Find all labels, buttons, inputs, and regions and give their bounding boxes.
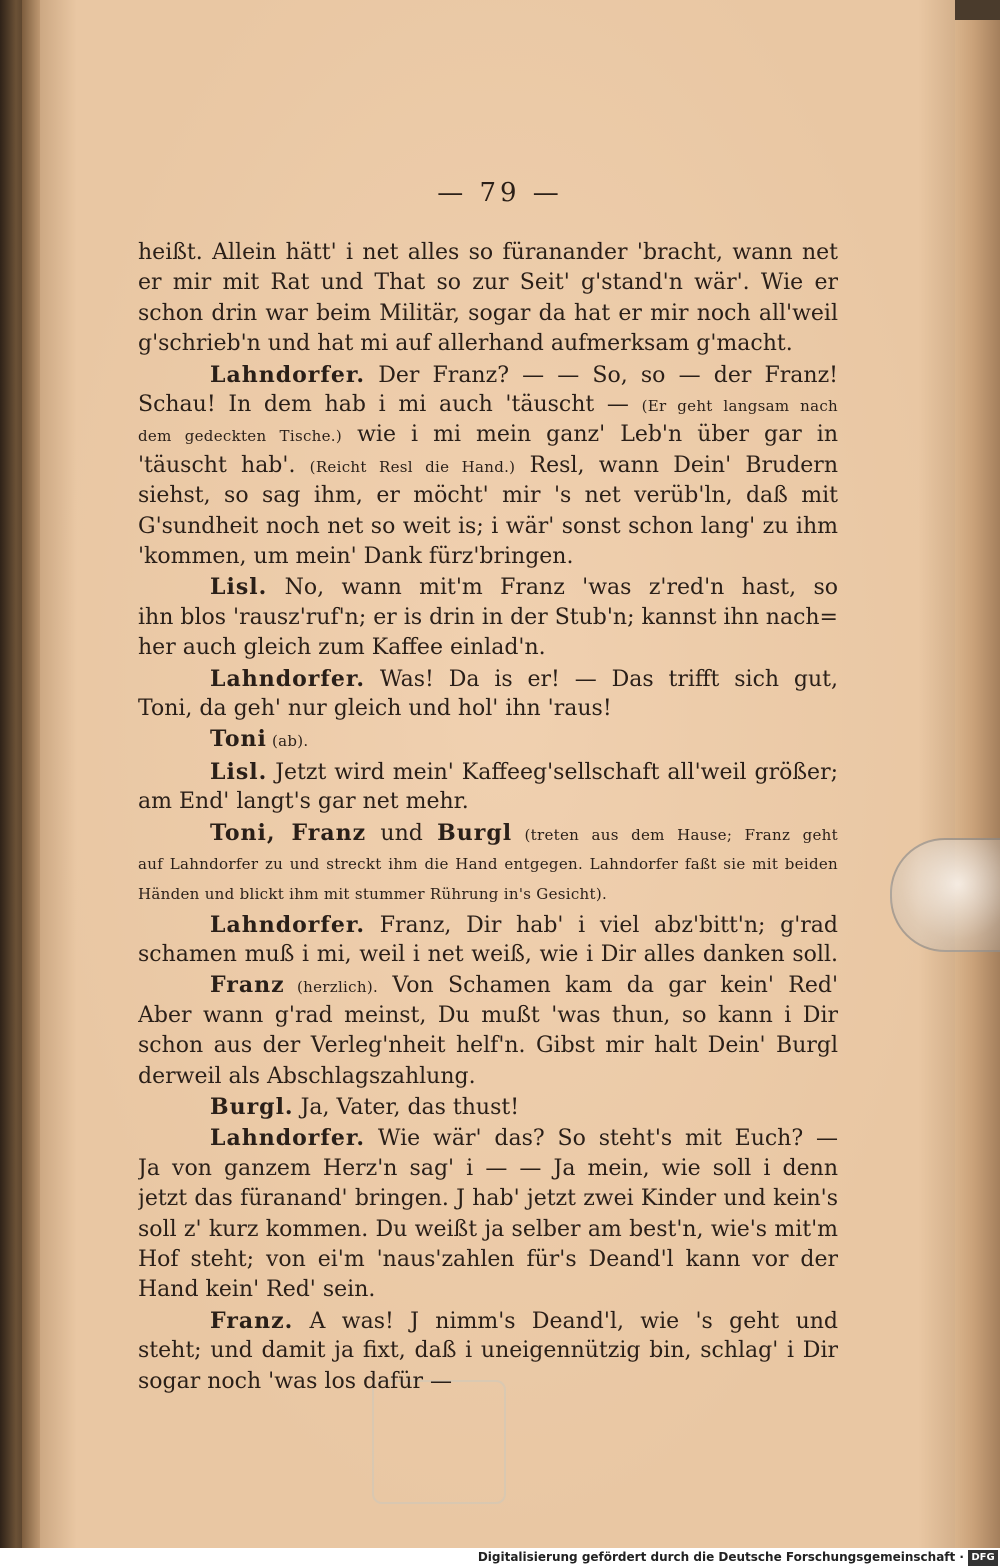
text-run: Hof steht; von ei'm 'naus'zahlen für's Deand'l kann vor der bbox=[138, 1247, 838, 1273]
text-line bbox=[138, 1215, 838, 1245]
text-line bbox=[138, 1062, 838, 1092]
speaker-name: Lahndorfer. bbox=[210, 361, 366, 388]
speaker-name: Lahndorfer. bbox=[210, 665, 366, 692]
text-line bbox=[138, 420, 838, 450]
text-run: Was! Da is er! — Das trifft sich gut, bbox=[365, 666, 838, 692]
stage-direction: Händen und blickt ihm mit stummer Rührung in's Gesicht). bbox=[138, 885, 608, 904]
speaker-name: Lisl. bbox=[210, 574, 268, 601]
text-run: Toni, da geh' nur gleich und hol' ihn 'raus! bbox=[138, 695, 612, 721]
text-run: A was! J nimm's Deand'l, wie 's geht und bbox=[293, 1308, 838, 1334]
text-run: Franz, Dir hab' i viel abz'bitt'n; g'rad bbox=[365, 912, 838, 938]
text-line bbox=[138, 1154, 838, 1184]
text-line bbox=[138, 724, 838, 756]
speaker-name: Toni bbox=[210, 726, 267, 753]
text-line bbox=[138, 238, 838, 268]
text-run: steht; und damit ja fixt, daß i uneigennützig bin, schlag' i Dir bbox=[138, 1338, 838, 1364]
text-line bbox=[138, 1092, 838, 1123]
text-run: am End' langt's gar net mehr. bbox=[138, 789, 469, 815]
text-line bbox=[138, 694, 838, 724]
text-run: Hand kein' Red' sein. bbox=[138, 1277, 376, 1303]
text-run: Resl, wann Dein' Brudern bbox=[515, 452, 838, 478]
speaker-name: Lisl. bbox=[210, 758, 268, 785]
text-line bbox=[138, 1245, 838, 1275]
stage-direction: (herzlich). bbox=[284, 978, 379, 997]
text-line bbox=[138, 512, 838, 542]
speaker-name: Lahndorfer. bbox=[210, 1125, 366, 1152]
speaker-name: Burgl bbox=[437, 819, 513, 846]
text-line bbox=[138, 1001, 838, 1031]
text-line bbox=[138, 1184, 838, 1214]
dfg-funding-note: Digitalisierung gefördert durch die Deutsche Forschungsgemeinschaft · bbox=[477, 1550, 964, 1564]
text-line bbox=[138, 390, 838, 420]
text-line bbox=[138, 787, 838, 817]
text-run: soll z' kurz kommen. Du weißt ja selber am best'n, wie's mit'm bbox=[138, 1216, 838, 1242]
text-run: sogar noch 'was los dafür — bbox=[138, 1368, 453, 1394]
text-run: wie i mi mein ganz' Leb'n über gar in bbox=[357, 422, 838, 448]
text-line bbox=[138, 329, 838, 359]
stage-direction: (treten aus dem Hause; Franz geht bbox=[512, 825, 838, 844]
text-line bbox=[138, 878, 838, 909]
text-run: Der Franz? — — So, so — der Franz! bbox=[365, 362, 838, 388]
text-line bbox=[138, 1031, 838, 1061]
text-line bbox=[138, 1336, 838, 1366]
text-line bbox=[138, 542, 838, 572]
text-run: und bbox=[366, 820, 438, 846]
speaker-name: Toni, Franz bbox=[210, 819, 367, 846]
text-line bbox=[138, 970, 838, 1000]
text-run: G'sundheit noch net so weit is; i wär' sonst schon lang' zu ihm bbox=[138, 513, 838, 539]
page-number: — 79 — bbox=[437, 178, 563, 208]
text-line bbox=[138, 757, 838, 787]
text-line bbox=[138, 818, 838, 848]
text-line bbox=[138, 910, 838, 940]
text-line bbox=[138, 1367, 838, 1397]
text-line bbox=[138, 940, 838, 970]
text-run: ihn blos 'rausz'ruf'n; er is drin in der Stub'n; kannst ihn nach= bbox=[138, 604, 838, 630]
page-clip bbox=[890, 838, 1000, 952]
page-text bbox=[138, 238, 838, 1397]
speaker-name: Lahndorfer. bbox=[210, 911, 366, 938]
text-run: Schau! In dem hab i mi auch 'täuscht — bbox=[138, 391, 642, 417]
text-run: her auch gleich zum Kaffee einlad'n. bbox=[138, 635, 546, 661]
text-line bbox=[138, 1275, 838, 1305]
stage-direction: (Reicht Resl die Hand.) bbox=[309, 457, 516, 476]
text-run: derweil als Abschlagszahlung. bbox=[138, 1063, 476, 1089]
text-line bbox=[138, 603, 838, 633]
text-run: g'schrieb'n und hat mi auf allerhand aufmerksam g'macht. bbox=[138, 331, 793, 357]
text-line bbox=[138, 572, 838, 602]
text-run: Von Schamen kam da gar kein' Red' bbox=[392, 973, 838, 999]
speaker-name: Franz bbox=[210, 972, 285, 999]
stage-direction: auf Lahndorfer zu und streckt ihm die Hand entgegen. Lahndorfer faßt sie mit beiden bbox=[138, 854, 838, 873]
text-run: Ja, Vater, das thust! bbox=[293, 1095, 520, 1121]
text-run: schon drin war beim Militär, sogar da hat er mir noch all'weil bbox=[138, 300, 838, 326]
text-line bbox=[138, 268, 838, 298]
text-run: 'kommen, um mein' Dank fürz'bringen. bbox=[138, 543, 574, 569]
stage-direction: dem gedeckten Tische.) bbox=[138, 427, 343, 446]
text-run: jetzt das füranand' bringen. J hab' jetzt zwei Kinder und kein's bbox=[138, 1186, 838, 1212]
text-run: Jetzt wird mein' Kaffeeg'sellschaft all'weil größer; bbox=[267, 759, 838, 785]
stage-direction: (ab). bbox=[266, 732, 309, 751]
text-run: 'täuscht hab'. bbox=[138, 452, 310, 478]
stage-direction: (Er geht langsam nach bbox=[641, 396, 838, 415]
text-line bbox=[138, 299, 838, 329]
text-line bbox=[138, 1306, 838, 1336]
text-run: schamen muß i mi, weil i net weiß, wie i Dir alles danken soll. bbox=[138, 942, 838, 968]
text-run: er mir mit Rat und That so zur Seit' g'stand'n wär'. Wie er bbox=[138, 270, 838, 296]
text-line bbox=[138, 848, 838, 878]
text-line bbox=[138, 481, 838, 511]
text-line bbox=[138, 360, 838, 390]
text-run: siehst, so sag ihm, er möcht' mir 's net verüb'ln, daß mit bbox=[138, 483, 838, 509]
text-line bbox=[138, 451, 838, 481]
speaker-name: Franz. bbox=[210, 1307, 294, 1334]
text-line bbox=[138, 633, 838, 663]
text-line bbox=[138, 1123, 838, 1153]
text-run: Wie wär' das? So steht's mit Euch? — bbox=[365, 1126, 838, 1152]
text-run: Aber wann g'rad meinst, Du mußt 'was thun, so kann i Dir bbox=[138, 1002, 838, 1028]
text-run: Ja von ganzem Herz'n sag' i — — Ja mein, wie soll i denn bbox=[138, 1155, 838, 1181]
text-run: schon aus der Verleg'nheit helf'n. Gibst mir halt Dein' Burgl bbox=[138, 1033, 838, 1059]
text-run: No, wann mit'm Franz 'was z'red'n hast, so bbox=[284, 575, 838, 601]
dfg-logo: DFG bbox=[968, 1550, 998, 1566]
text-run: heißt. Allein hätt' i net alles so füranander 'bracht, wann net bbox=[138, 240, 838, 265]
speaker-name: Burgl. bbox=[210, 1094, 294, 1121]
right-page-stack bbox=[955, 20, 1000, 1550]
faded-library-stamp bbox=[372, 1380, 506, 1504]
text-line bbox=[138, 664, 838, 694]
